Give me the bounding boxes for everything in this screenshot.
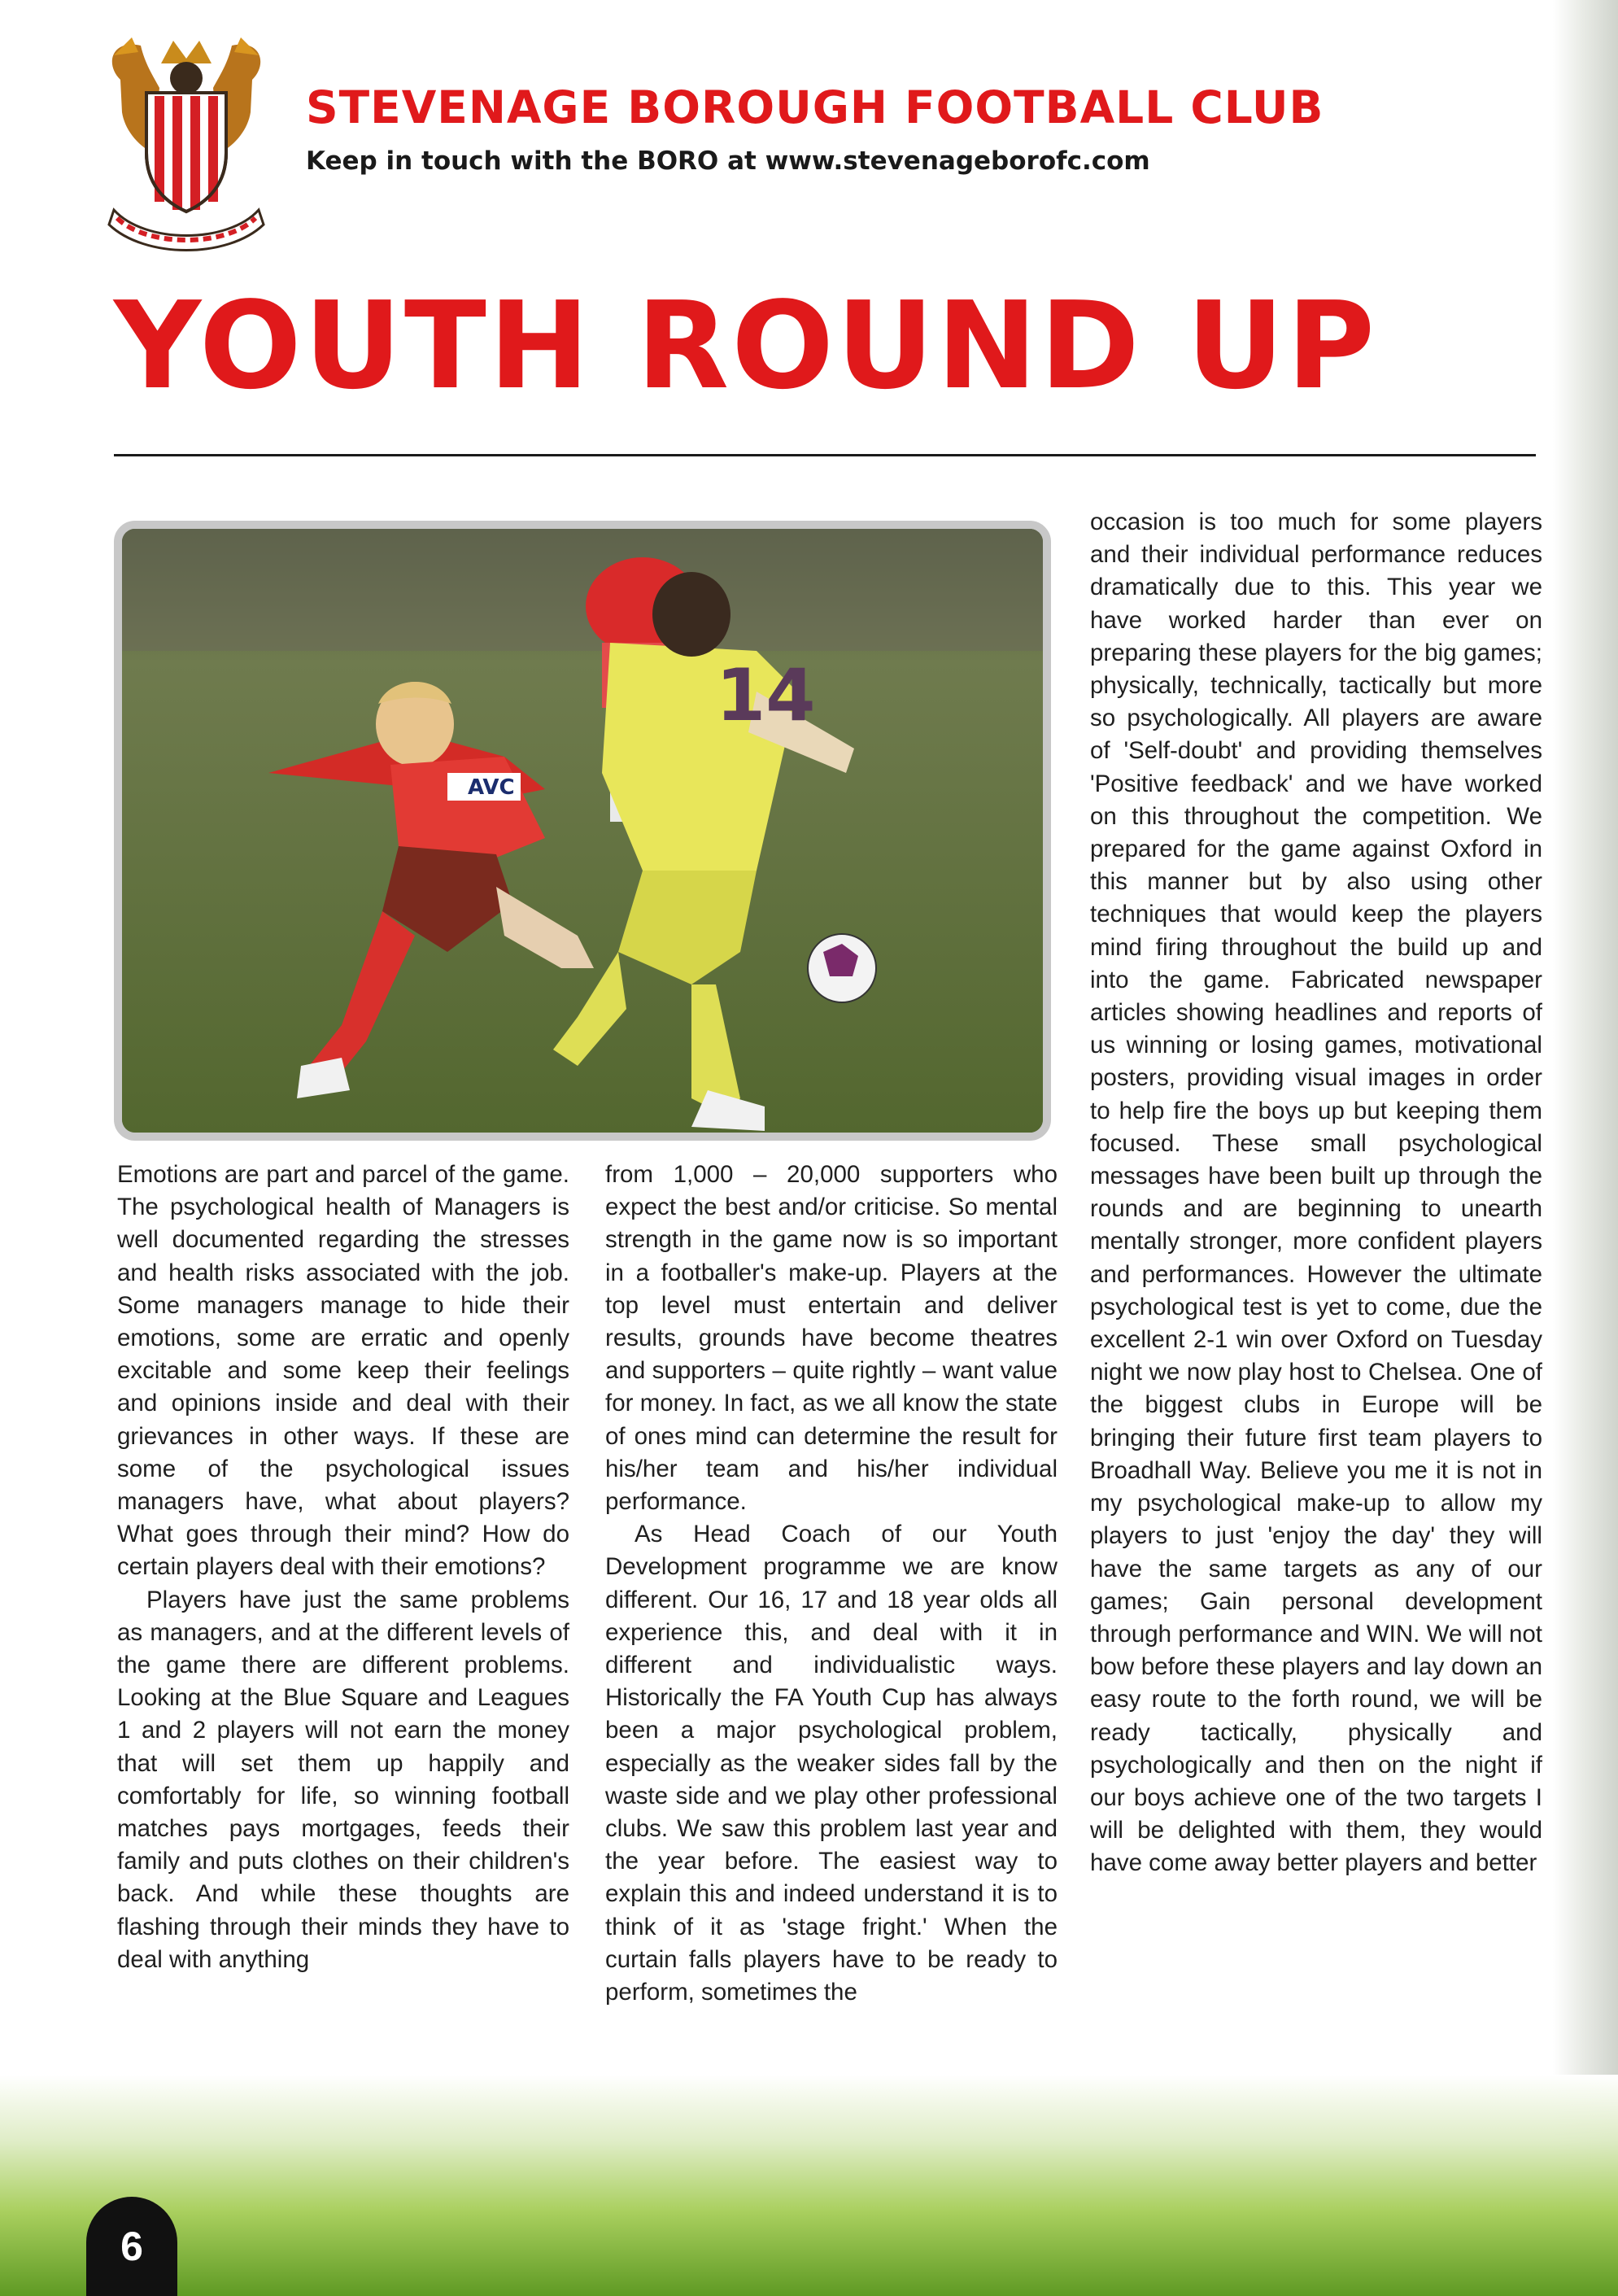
page-number: 6 (86, 2197, 177, 2296)
article-column-3 (1090, 506, 1542, 1880)
match-photo-illustration (122, 529, 1043, 1133)
page-gutter-shadow (1553, 0, 1618, 2296)
club-name: STEVENAGE BOROUGH FOOTBALL CLUB (306, 81, 1324, 133)
article-paragraph: occasion is too much for some players and their individual performance reduces dramatically due to this. This year we have worked harder than ever on preparing these players for the big games; physically, technically, tactically but more so psychologically. All players are aware of 'Self-doubt' and providing themselves 'Positive feedback' and we have worked on this throughout the competition. We prepared for the game against Oxford in this manner but by also using other techniques that would keep the players mind firing throughout the build up and into the game. Fabricated newspaper articles showing headlines and reports of us winning or losing games, motivational posters, providing visual images in order to help fire the boys up but keeping them focused. These small psychological messages have been built up through the rounds and are beginning to unearth mentally stronger, more confident players and performances. However the ultimate psychological test is yet to come, due the excellent 2-1 win over Oxford on Tuesday night we now play host to Chelsea. One of the biggest clubs in Europe will be bringing their future first team players to Broadhall Way. Believe you me it is not in my psychological make-up to allow my players to just 'enjoy the day' they will have the same targets as any of our games; Gain personal development through performance and WIN. We will not bow before these players and lay down an easy route to the forth round, we will be ready tactically, physically and psychologically and then on the night if our boys achieve one of the two targets I will be delighted with them, they would have come away better players and better (1090, 509, 1542, 1877)
jersey-number: 14 (716, 653, 816, 737)
article-paragraph: As Head Coach of our Youth Development programme we are know different. Our 16, 17 and 18 year olds all experience this, and deal with it in different and individualistic ways. Historically the FA Youth Cup has always been a major psychological problem, especially as the weaker sides fall by the waste side and we play other professional clubs. We saw this problem last year and the year before. The easiest way to explain this and indeed understand it is to think of it as 'stage fright.' When the curtain falls players have to be ready to perform, sometimes the (605, 1521, 1058, 2006)
page-title: YOUTH ROUND UP (114, 276, 1378, 416)
article-paragraph: Emotions are part and parcel of the game. The psychological health of Managers is well documented regarding the stresses and health risks associated with the job. Some managers manage to hide their emotions, some are erratic and openly excitable and some keep their feelings and opinions inside and deal with their grievances in other ways. If these are some of the psychological issues managers have, what about players? What goes through their mind? How do certain players deal with their emotions? (117, 1161, 569, 1581)
article-paragraph: from 1,000 – 20,000 supporters who expect the best and/or criticise. So mental strength in the game now is so important in a footballer's make-up. Players at the top level must entertain and deliver results, grounds have become theatres and supporters – quite rightly – want value for money. In fact, as we all know the state of ones mind can determine the result for his/her team and his/her individual performance. (605, 1161, 1058, 1516)
grass-footer-band (0, 2075, 1618, 2296)
shirt-sponsor: AVC (468, 775, 515, 800)
article-paragraph: Players have just the same problems as managers, and at the different levels of the game there are different problems. Looking at the Blue Square and Leagues 1 and 2 players will not earn the money that will set them up happily and comfortably for life, so winning football matches pays mortgages, feeds their family and puts clothes on their children's back. And while these thoughts are flashing through their minds they have to deal with anything (117, 1586, 569, 1973)
club-tagline: Keep in touch with the BORO at www.stevenageborofc.com (306, 146, 1150, 176)
match-photo (114, 521, 1051, 1141)
title-divider (114, 454, 1536, 456)
article-column-2 (605, 1159, 1058, 2009)
club-crest-icon (96, 31, 277, 252)
article-column-1 (117, 1159, 569, 1976)
